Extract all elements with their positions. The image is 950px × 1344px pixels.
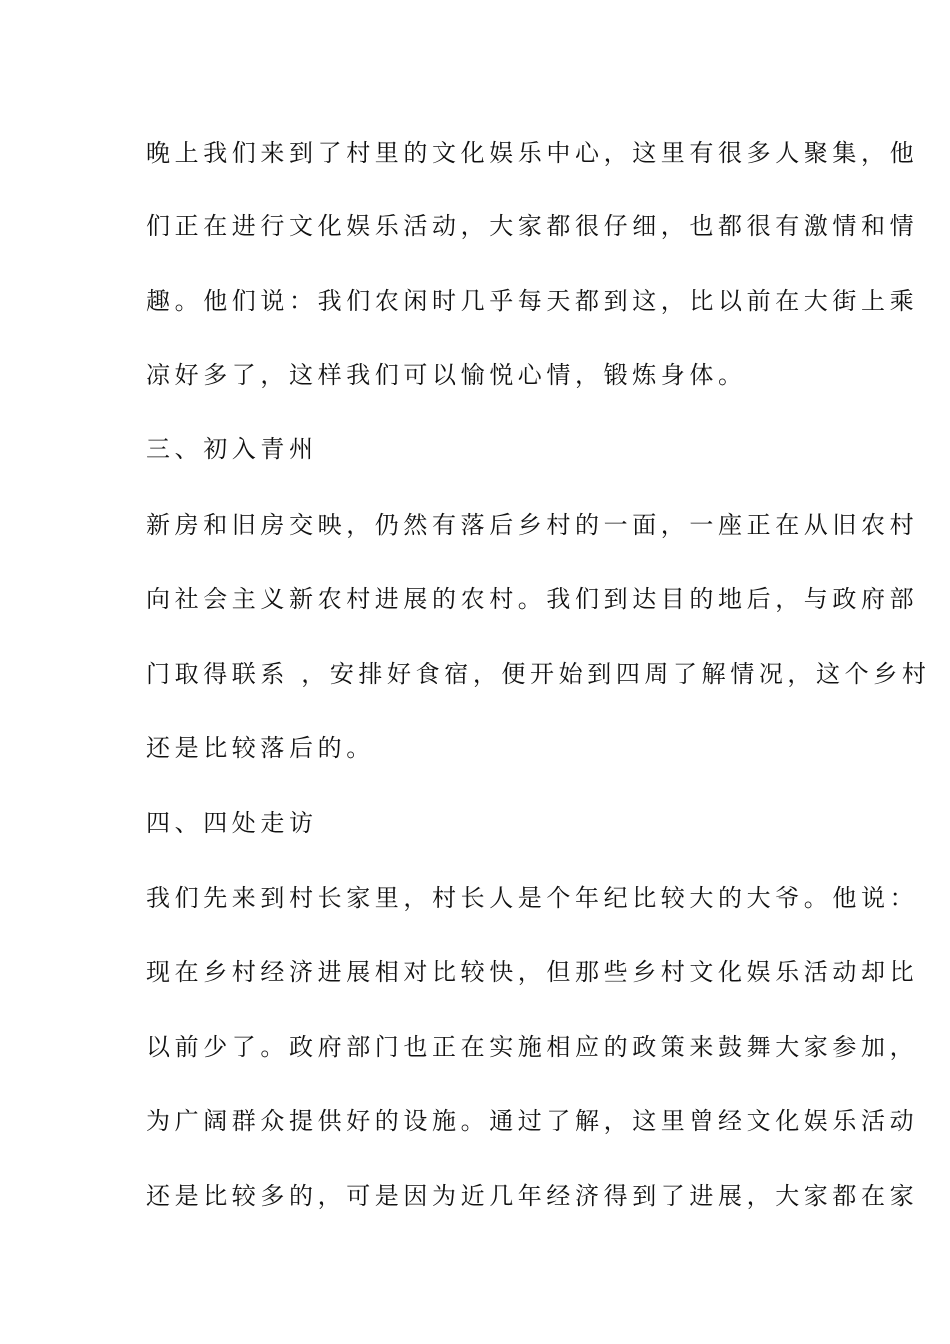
paragraph-line: 现在乡村经济进展相对比较快，但那些乡村文化娱乐活动却比 [146,958,919,986]
paragraph-line: 新房和旧房交映，仍然有落后乡村的一面，一座正在从旧农村 [146,511,919,539]
section-heading: 四、四处走访 [146,809,318,837]
paragraph-line: 凉好多了，这样我们可以愉悦心情，锻炼身体。 [146,361,747,389]
paragraph-line: 以前少了。政府部门也正在实施相应的政策来鼓舞大家参加， [146,1033,919,1061]
paragraph-line: 还是比较落后的。 [146,734,375,762]
paragraph-line: 晚上我们来到了村里的文化娱乐中心，这里有很多人聚集，他 [146,139,919,167]
paragraph-line: 们正在进行文化娱乐活动，大家都很仔细，也都很有激情和情 [146,212,919,240]
paragraph-line: 门取得联系 ，安排好食宿，便开始到四周了解情况，这个乡村 [146,660,931,688]
paragraph-line: 趣。他们说：我们农闲时几乎每天都到这，比以前在大街上乘 [146,287,919,315]
paragraph-line: 我们先来到村长家里，村长人是个年纪比较大的大爷。他说： [146,884,919,912]
paragraph-line: 向社会主义新农村进展的农村。我们到达目的地后，与政府部 [146,585,919,613]
section-heading: 三、初入青州 [146,435,318,463]
paragraph-line: 还是比较多的，可是因为近几年经济得到了进展，大家都在家 [146,1182,919,1210]
paragraph-line: 为广阔群众提供好的设施。通过了解，这里曾经文化娱乐活动 [146,1107,919,1135]
